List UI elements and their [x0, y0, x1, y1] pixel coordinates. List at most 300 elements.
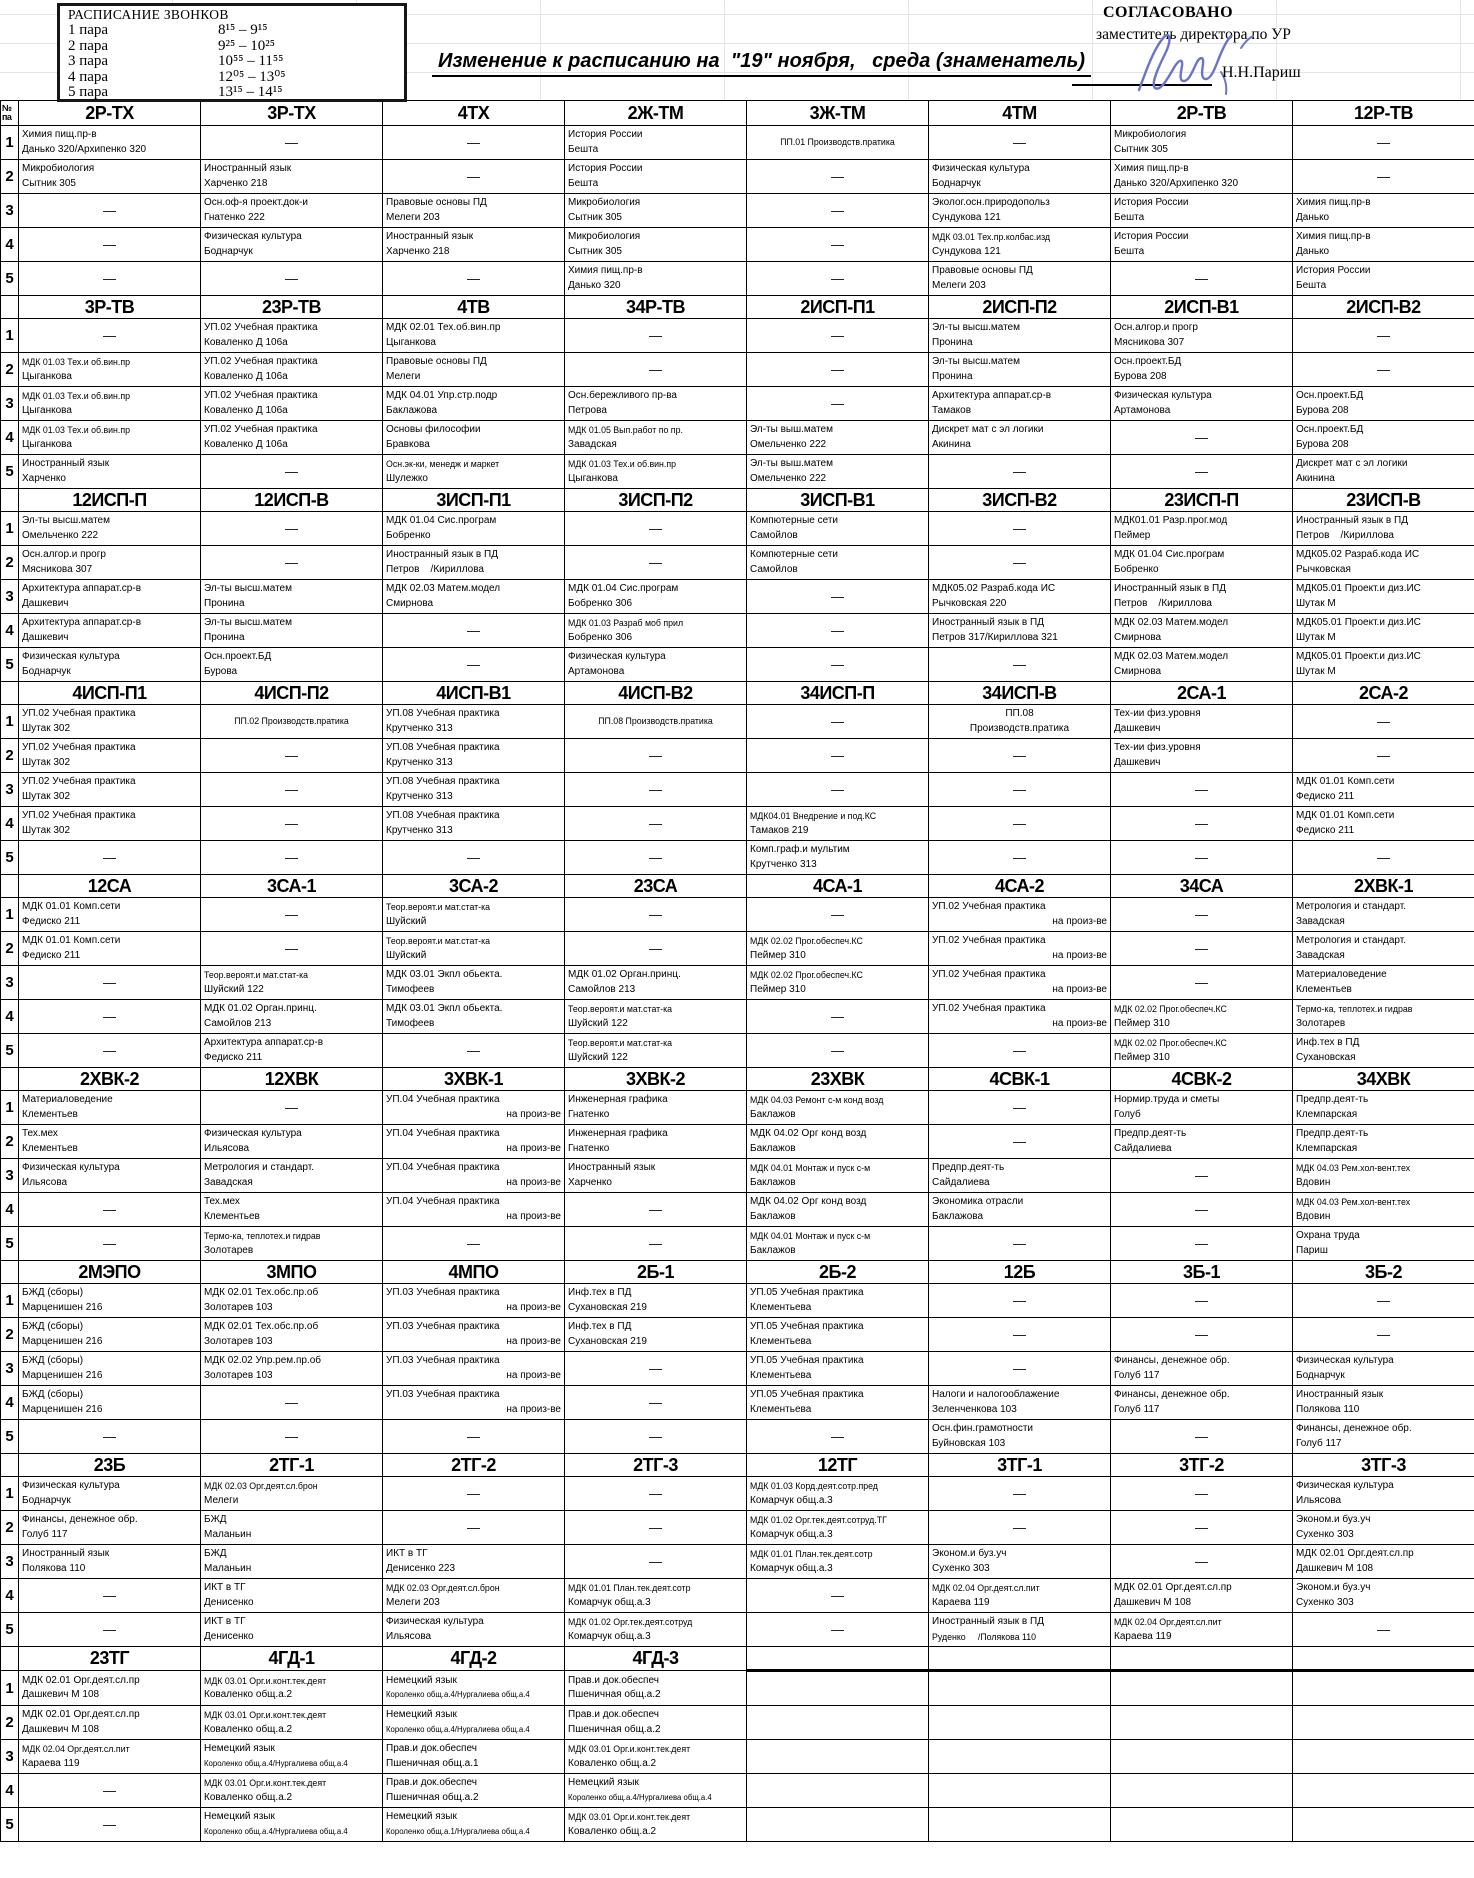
lesson-cell: — [383, 126, 565, 160]
lesson-cell: — [565, 773, 747, 807]
schedule-row [1, 512, 1474, 546]
lesson-cell: — [747, 1420, 929, 1454]
lesson-cell: — [565, 353, 747, 387]
group-header: 34СА [1111, 875, 1293, 898]
lesson-cell: — [1293, 705, 1474, 739]
period-number: 4 [1, 614, 19, 648]
schedule-row [1, 1579, 1474, 1613]
lesson-cell: История России Бешта [565, 160, 747, 194]
lesson-cell: Метрология и стандарт. Завадская [1293, 898, 1474, 932]
bell-row [68, 85, 396, 101]
lesson-cell: МДК05.01 Проект.и диз.ИС Шутак М [1293, 614, 1474, 648]
lesson-cell: Правовые основы ПД Мелеги [383, 353, 565, 387]
lesson-cell: — [19, 1613, 201, 1647]
group-header-row [1, 101, 1474, 126]
lesson-cell: — [383, 614, 565, 648]
lesson-cell: — [201, 773, 383, 807]
lesson-cell: — [19, 966, 201, 1000]
schedule-row [1, 1613, 1474, 1647]
lesson-cell: МДК05.01 Проект.и диз.ИС Шутак М [1293, 580, 1474, 614]
lesson-cell: Осн.алгор.и прогр Мясникова 307 [19, 546, 201, 580]
page-header [0, 0, 1474, 100]
lesson-cell: МДК 04.01 Упр.стр.подр Баклажова [383, 387, 565, 421]
lesson-cell: Иностранный язык в ПД Петров /Кириллова [383, 546, 565, 580]
lesson-cell: — [1111, 966, 1293, 1000]
lesson-cell: МДК 02.03 Матем.модел Смирнова [383, 580, 565, 614]
lesson-cell: ПП.02 Производств.пратика [201, 705, 383, 739]
lesson-cell: Иностранный язык Харченко 218 [201, 160, 383, 194]
lesson-cell: Прав.и док.обеспеч Пшеничная общ.а.1 [383, 1740, 565, 1774]
group-header: 3ТГ-1 [929, 1454, 1111, 1477]
lesson-cell: — [19, 841, 201, 875]
group-header: 3СА-1 [201, 875, 383, 898]
group-header: 3ИСП-В2 [929, 489, 1111, 512]
group-header: 4СВК-1 [929, 1068, 1111, 1091]
lesson-cell: — [1293, 739, 1474, 773]
lesson-cell: — [929, 1352, 1111, 1386]
period-number: 3 [1, 1159, 19, 1193]
lesson-cell: ИКТ в ТГ Денисенко [201, 1579, 383, 1613]
lesson-cell: — [201, 898, 383, 932]
schedule-row [1, 1318, 1474, 1352]
period-number: 2 [1, 1125, 19, 1159]
group-header: 23ИСП-П [1111, 489, 1293, 512]
page-title: Изменение к расписанию на "19" ноября, среда (знаменатель) [432, 50, 1091, 77]
group-header: 4ТХ [383, 101, 565, 126]
schedule-row [1, 1386, 1474, 1420]
lesson-cell: БЖД (сборы) Марценишен 216 [19, 1318, 201, 1352]
lesson-cell: Иностранный язык Харченко 218 [383, 228, 565, 262]
schedule-row [1, 126, 1474, 160]
lesson-cell: Термо-ка, теплотех.и гидрав Золотарев [201, 1227, 383, 1261]
group-header: 4СВК-2 [1111, 1068, 1293, 1091]
lesson-cell: — [565, 1511, 747, 1545]
lesson-cell: Эл-ты высш.матем Пронина [201, 580, 383, 614]
lesson-cell: МДК05.01 Проект.и диз.ИС Шутак М [1293, 648, 1474, 682]
group-header: 3Б-2 [1293, 1261, 1474, 1284]
lesson-cell: Иностранный язык Харченко [565, 1159, 747, 1193]
lesson-cell: МДК 02.03 Матем.модел Смирнова [1111, 648, 1293, 682]
period-number: 5 [1, 648, 19, 682]
period-number: 1 [1, 1671, 19, 1706]
lesson-cell: — [383, 648, 565, 682]
period-number: 1 [1, 898, 19, 932]
lesson-cell: Иностранный язык в ПД Руденко /Полякова 110 [929, 1613, 1111, 1647]
lesson-cell: УП.05 Учебная практика Клементьева [747, 1318, 929, 1352]
lesson-cell: — [1111, 773, 1293, 807]
lesson-cell: УП.02 Учебная практика Шутак 302 [19, 705, 201, 739]
group-header: 3Б-1 [1111, 1261, 1293, 1284]
lesson-cell: БЖД (сборы) Марценишен 216 [19, 1284, 201, 1318]
lesson-cell: Материаловедение Клементьев [19, 1091, 201, 1125]
lesson-cell: — [201, 455, 383, 489]
lesson-cell: — [747, 773, 929, 807]
lesson-cell: — [1293, 353, 1474, 387]
lesson-cell: БЖД (сборы) Марценишен 216 [19, 1352, 201, 1386]
lesson-cell: МДК 04.03 Ремонт с-м конд возд Баклажов [747, 1091, 929, 1125]
period-column-header [1, 682, 19, 705]
group-header: 3ХВК-2 [565, 1068, 747, 1091]
lesson-cell: МДК 02.03 Орг.деят.сл.брон Мелеги [201, 1477, 383, 1511]
lesson-cell [1111, 1808, 1293, 1842]
schedule-row [1, 1808, 1474, 1842]
lesson-cell: Осн.оф-я проект.док-и Гнатенко 222 [201, 194, 383, 228]
bell-period-label: 2 пара [68, 37, 109, 54]
lesson-cell: ПП.01 Производств.пратика [747, 126, 929, 160]
bell-period-time: 8¹⁵ – 9¹⁵ [218, 22, 268, 38]
group-header: 12ТГ [747, 1454, 929, 1477]
lesson-cell: Прав.и док.обеспеч Пшеничная общ.а.2 [565, 1671, 747, 1706]
period-number: 5 [1, 1034, 19, 1068]
period-number: 5 [1, 1808, 19, 1842]
lesson-cell: — [19, 262, 201, 296]
lesson-cell: — [19, 1000, 201, 1034]
lesson-cell: Предпр.деят-ть Клемпарская [1293, 1091, 1474, 1125]
lesson-cell: — [1111, 1477, 1293, 1511]
lesson-cell: МДК01.01 Разр.прог.мод Пеймер [1111, 512, 1293, 546]
period-column-header [1, 1454, 19, 1477]
lesson-cell: МДК05.02 Разраб.кода ИС Рычковская 220 [929, 580, 1111, 614]
lesson-cell [1111, 1774, 1293, 1808]
lesson-cell: — [747, 387, 929, 421]
lesson-cell: МДК 03.01 Экпл обьекта. Тимофеев [383, 966, 565, 1000]
group-header: 3ИСП-П1 [383, 489, 565, 512]
lesson-cell: Немецкий язык Короленко общ.а.4/Нургалиева общ.а.4 [201, 1808, 383, 1842]
lesson-cell: УП.05 Учебная практика Клементьева [747, 1386, 929, 1420]
lesson-cell: Осн.проект.БД Бурова 208 [1111, 353, 1293, 387]
bell-period-label: 3 пара [68, 53, 109, 69]
lesson-cell: Инф.тех в ПД Сухановская 219 [565, 1284, 747, 1318]
group-header-row [1, 682, 1474, 705]
schedule-row [1, 932, 1474, 966]
lesson-cell: — [1111, 1318, 1293, 1352]
lesson-cell: МДК 01.02 Орг.тек.деят.сотруд.ТГ Комарчук общ.а.3 [747, 1511, 929, 1545]
period-number: 2 [1, 160, 19, 194]
lesson-cell: Инженерная графика Гнатенко [565, 1091, 747, 1125]
lesson-cell: ПП.08 Производств.пратика [929, 705, 1111, 739]
lesson-cell: МДК 02.01 Тех.об.вин.пр Цыганкова [383, 319, 565, 353]
signature [1125, 28, 1285, 98]
lesson-cell: МДК 04.01 Монтаж и пуск с-м Баклажов [747, 1159, 929, 1193]
lesson-cell: — [1111, 1511, 1293, 1545]
period-number: 2 [1, 932, 19, 966]
period-number: 2 [1, 353, 19, 387]
lesson-cell [1111, 1706, 1293, 1740]
lesson-cell: — [929, 739, 1111, 773]
group-header: 2МЭПО [19, 1261, 201, 1284]
lesson-cell: — [565, 512, 747, 546]
lesson-cell: Химия пищ.пр-в Данько 320 [565, 262, 747, 296]
period-column-header [1, 296, 19, 319]
lesson-cell: — [1111, 421, 1293, 455]
group-header: 4ТМ [929, 101, 1111, 126]
lesson-cell [929, 1808, 1111, 1842]
group-header: 2ТГ-3 [565, 1454, 747, 1477]
group-header [1293, 1647, 1474, 1671]
lesson-cell: — [1293, 1613, 1474, 1647]
lesson-cell: ИКТ в ТГ Денисенко [201, 1613, 383, 1647]
lesson-cell: МДК 01.01 План.тек.деят.сотр Комарчук общ.а.3 [747, 1545, 929, 1579]
lesson-cell: Физическая культура Боднарчук [1293, 1352, 1474, 1386]
lesson-cell: — [1111, 1227, 1293, 1261]
group-header: 23ХВК [747, 1068, 929, 1091]
schedule-row [1, 773, 1474, 807]
lesson-cell: История России Бешта [1293, 262, 1474, 296]
lesson-cell: Финансы, денежное обр. Голуб 117 [1293, 1420, 1474, 1454]
lesson-cell: — [383, 1420, 565, 1454]
lesson-cell: МДК 02.01 Тех.обс.пр.об Золотарев 103 [201, 1284, 383, 1318]
lesson-cell: — [565, 1352, 747, 1386]
lesson-cell: — [929, 773, 1111, 807]
group-header: 4ИСП-П1 [19, 682, 201, 705]
lesson-cell: — [383, 1477, 565, 1511]
schedule-row [1, 648, 1474, 682]
lesson-cell: — [19, 1227, 201, 1261]
lesson-cell: МДК 02.02 Прог.обеспеч.КС Пеймер 310 [1111, 1034, 1293, 1068]
period-number: 1 [1, 512, 19, 546]
lesson-cell: Микробиология Сытник 305 [565, 194, 747, 228]
lesson-cell: УП.02 Учебная практика Коваленко Д 106а [201, 319, 383, 353]
lesson-cell: Теор.вероят.и мат.стат-ка Шуйский [383, 898, 565, 932]
lesson-cell: Прав.и док.обеспеч Пшеничная общ.а.2 [565, 1706, 747, 1740]
group-header-row [1, 1647, 1474, 1671]
lesson-cell: Иностранный язык Полякова 110 [1293, 1386, 1474, 1420]
group-header: 3СА-2 [383, 875, 565, 898]
lesson-cell: УП.04 Учебная практика на произ-ве [383, 1125, 565, 1159]
period-number: 4 [1, 421, 19, 455]
lesson-cell: ИКТ в ТГ Денисенко 223 [383, 1545, 565, 1579]
lesson-cell: Тех-ии физ.уровня Дашкевич [1111, 705, 1293, 739]
lesson-cell: УП.02 Учебная практика на произ-ве [929, 932, 1111, 966]
group-header: 2Р-ТВ [1111, 101, 1293, 126]
group-header: 12ХВК [201, 1068, 383, 1091]
lesson-cell: — [929, 1318, 1111, 1352]
group-header: 3ТГ-2 [1111, 1454, 1293, 1477]
lesson-cell: — [1111, 1420, 1293, 1454]
lesson-cell: БЖД Маланьин [201, 1511, 383, 1545]
approval-role: заместитель директора по УР [1096, 26, 1291, 43]
lesson-cell: Архитектура аппарат.ср-в Дашкевич [19, 614, 201, 648]
lesson-cell: Химия пищ.пр-в Данько [1293, 228, 1474, 262]
lesson-cell: Теор.вероят.и мат.стат-ка Шуйский 122 [565, 1000, 747, 1034]
schedule-row [1, 1125, 1474, 1159]
lesson-cell: — [1293, 841, 1474, 875]
lesson-cell: МДК04.01 Внедрение и под.КС Тамаков 219 [747, 807, 929, 841]
lesson-cell: — [747, 1000, 929, 1034]
lesson-cell: МДК 02.02 Прог.обеспеч.КС Пеймер 310 [1111, 1000, 1293, 1034]
bell-period-time: 12⁰⁵ – 13⁰⁵ [218, 68, 286, 85]
lesson-cell: МДК 03.01 Орг.и.конт.тек.деят Коваленко общ.а.2 [201, 1774, 383, 1808]
group-header: 3МПО [201, 1261, 383, 1284]
group-header: 3Ж-ТМ [747, 101, 929, 126]
lesson-cell: — [19, 1420, 201, 1454]
schedule-row [1, 546, 1474, 580]
group-header: 34Р-ТВ [565, 296, 747, 319]
lesson-cell [1111, 1740, 1293, 1774]
lesson-cell: МДК 01.03 Тех.и об.вин.пр Цыганкова [565, 455, 747, 489]
lesson-cell: МДК 01.02 Орган.принц. Самойлов 213 [201, 1000, 383, 1034]
lesson-cell: Финансы, денежное обр. Голуб 117 [19, 1511, 201, 1545]
lesson-cell: Физическая культура Артамонова [1111, 387, 1293, 421]
lesson-cell: Тех.мех Клементьев [201, 1193, 383, 1227]
group-header: 3ТГ-3 [1293, 1454, 1474, 1477]
group-header: 12Р-ТВ [1293, 101, 1474, 126]
lesson-cell: — [201, 841, 383, 875]
lesson-cell: — [747, 580, 929, 614]
lesson-cell: Осн.проект.БД Бурова 208 [1293, 421, 1474, 455]
schedule-row [1, 455, 1474, 489]
lesson-cell: — [1111, 1545, 1293, 1579]
group-header [747, 1647, 929, 1671]
lesson-cell: — [929, 455, 1111, 489]
lesson-cell: Эколог.осн.природопольз Сундукова 121 [929, 194, 1111, 228]
schedule-row [1, 353, 1474, 387]
lesson-cell: Физическая культура Боднарчук [19, 648, 201, 682]
lesson-cell: Иностранный язык Полякова 110 [19, 1545, 201, 1579]
period-number: 1 [1, 1477, 19, 1511]
lesson-cell: Основы философии Бравкова [383, 421, 565, 455]
lesson-cell: Архитектура аппарат.ср-в Дашкевич [19, 580, 201, 614]
lesson-cell: УП.03 Учебная практика на произ-ве [383, 1386, 565, 1420]
lesson-cell: — [1111, 932, 1293, 966]
schedule-row [1, 194, 1474, 228]
period-number: 2 [1, 546, 19, 580]
lesson-cell: МДК 02.04 Орг.деят.сл.пит Караева 119 [929, 1579, 1111, 1613]
lesson-cell [929, 1706, 1111, 1740]
period-number: 1 [1, 1091, 19, 1125]
lesson-cell: — [747, 262, 929, 296]
lesson-cell: Материаловедение Клементьев [1293, 966, 1474, 1000]
lesson-cell: Осн.алгор.и прогр Мясникова 307 [1111, 319, 1293, 353]
schedule-row [1, 1420, 1474, 1454]
lesson-cell: Тех.мех Клементьев [19, 1125, 201, 1159]
lesson-cell: МДК 01.03 Тех.и об.вин.пр Цыганкова [19, 421, 201, 455]
period-number: 5 [1, 262, 19, 296]
group-header: 2Р-ТХ [19, 101, 201, 126]
lesson-cell: МДК 01.01 Комп.сети Федиско 211 [19, 932, 201, 966]
lesson-cell: Физическая культура Ильясова [1293, 1477, 1474, 1511]
group-header: 3Р-ТВ [19, 296, 201, 319]
lesson-cell: УП.02 Учебная практика на произ-ве [929, 898, 1111, 932]
lesson-cell [1293, 1671, 1474, 1706]
lesson-cell: Иностранный язык в ПД Петров 317/Кириллова 321 [929, 614, 1111, 648]
lesson-cell: — [565, 739, 747, 773]
lesson-cell: Финансы, денежное обр. Голуб 117 [1111, 1352, 1293, 1386]
lesson-cell: Физическая культура Артамонова [565, 648, 747, 682]
group-header: 34ИСП-В [929, 682, 1111, 705]
lesson-cell: — [929, 841, 1111, 875]
group-header: 34ИСП-П [747, 682, 929, 705]
lesson-cell: УП.04 Учебная практика на произ-ве [383, 1193, 565, 1227]
schedule-row [1, 1706, 1474, 1740]
schedule-row [1, 1740, 1474, 1774]
period-number: 3 [1, 387, 19, 421]
group-header-row [1, 1454, 1474, 1477]
lesson-cell [747, 1706, 929, 1740]
lesson-cell: УП.03 Учебная практика на произ-ве [383, 1318, 565, 1352]
lesson-cell: УП.03 Учебная практика на произ-ве [383, 1352, 565, 1386]
lesson-cell: Эл-ты выш.матем Омельченко 222 [747, 455, 929, 489]
lesson-cell: МДК 01.01 План.тек.деят.сотр Комарчук общ.а.3 [565, 1579, 747, 1613]
schedule-row [1, 1477, 1474, 1511]
lesson-cell: Немецкий язык Короленко общ.а.4/Нургалиева общ.а.4 [383, 1671, 565, 1706]
lesson-cell: МДК 01.04 Сис.програм Бобренко [383, 512, 565, 546]
lesson-cell: ПП.08 Производств.пратика [565, 705, 747, 739]
lesson-cell: МДК 01.01 Комп.сети Федиско 211 [1293, 807, 1474, 841]
lesson-cell [1293, 1740, 1474, 1774]
lesson-cell: Инженерная графика Гнатенко [565, 1125, 747, 1159]
lesson-cell: — [565, 1477, 747, 1511]
period-number: 5 [1, 455, 19, 489]
period-number: 2 [1, 1318, 19, 1352]
lesson-cell [929, 1671, 1111, 1706]
group-header: 2ИСП-П1 [747, 296, 929, 319]
lesson-cell: — [19, 1193, 201, 1227]
schedule-row [1, 1671, 1474, 1706]
schedule-row [1, 1000, 1474, 1034]
lesson-cell: — [1111, 1159, 1293, 1193]
lesson-cell: Инф.тех в ПД Сухановская [1293, 1034, 1474, 1068]
lesson-cell: — [929, 546, 1111, 580]
period-number: 2 [1, 1706, 19, 1740]
lesson-cell: — [929, 512, 1111, 546]
schedule-row [1, 421, 1474, 455]
schedule-row [1, 807, 1474, 841]
lesson-cell: Теор.вероят.и мат.стат-ка Шуйский [383, 932, 565, 966]
group-header: 12Б [929, 1261, 1111, 1284]
lesson-cell: История России Бешта [1111, 228, 1293, 262]
bell-schedule-title: РАСПИСАНИЕ ЗВОНКОВ [68, 7, 229, 22]
lesson-cell: — [201, 126, 383, 160]
lesson-cell: МДК 01.02 Орган.принц. Самойлов 213 [565, 966, 747, 1000]
lesson-cell: — [747, 194, 929, 228]
group-header-row [1, 1068, 1474, 1091]
lesson-cell: — [201, 932, 383, 966]
lesson-cell: УП.02 Учебная практика Коваленко Д 106а [201, 353, 383, 387]
schedule-row [1, 1545, 1474, 1579]
lesson-cell: Осн.проект.БД Бурова 208 [1293, 387, 1474, 421]
group-header-row [1, 489, 1474, 512]
lesson-cell: Экономика отрасли Баклажова [929, 1193, 1111, 1227]
lesson-cell: БЖД (сборы) Марценишен 216 [19, 1386, 201, 1420]
lesson-cell: — [929, 1125, 1111, 1159]
lesson-cell: — [747, 353, 929, 387]
lesson-cell: — [1111, 455, 1293, 489]
group-header: 23Р-ТВ [201, 296, 383, 319]
group-header: 4ГД-2 [383, 1647, 565, 1671]
schedule-row [1, 1774, 1474, 1808]
lesson-cell: Немецкий язык Короленко общ.а.4/Нургалиева общ.а.4 [383, 1706, 565, 1740]
lesson-cell: — [929, 1284, 1111, 1318]
period-number: 3 [1, 1740, 19, 1774]
lesson-cell: — [929, 807, 1111, 841]
lesson-cell: Метрология и стандарт. Завадская [201, 1159, 383, 1193]
lesson-cell: — [565, 546, 747, 580]
lesson-cell: Дискрет мат с эл логики Акинина [1293, 455, 1474, 489]
lesson-cell: — [19, 1579, 201, 1613]
lesson-cell: — [19, 194, 201, 228]
lesson-cell: — [929, 1511, 1111, 1545]
period-number: 4 [1, 1193, 19, 1227]
lesson-cell: — [747, 705, 929, 739]
approval-heading: СОГЛАСОВАНО [1103, 4, 1234, 21]
lesson-cell: УП.02 Учебная практика Шутак 302 [19, 739, 201, 773]
lesson-cell: Химия пищ.пр-в Данько [1293, 194, 1474, 228]
period-number: 1 [1, 705, 19, 739]
lesson-cell [747, 1774, 929, 1808]
schedule-table [0, 100, 1474, 1842]
group-header: 4СА-2 [929, 875, 1111, 898]
